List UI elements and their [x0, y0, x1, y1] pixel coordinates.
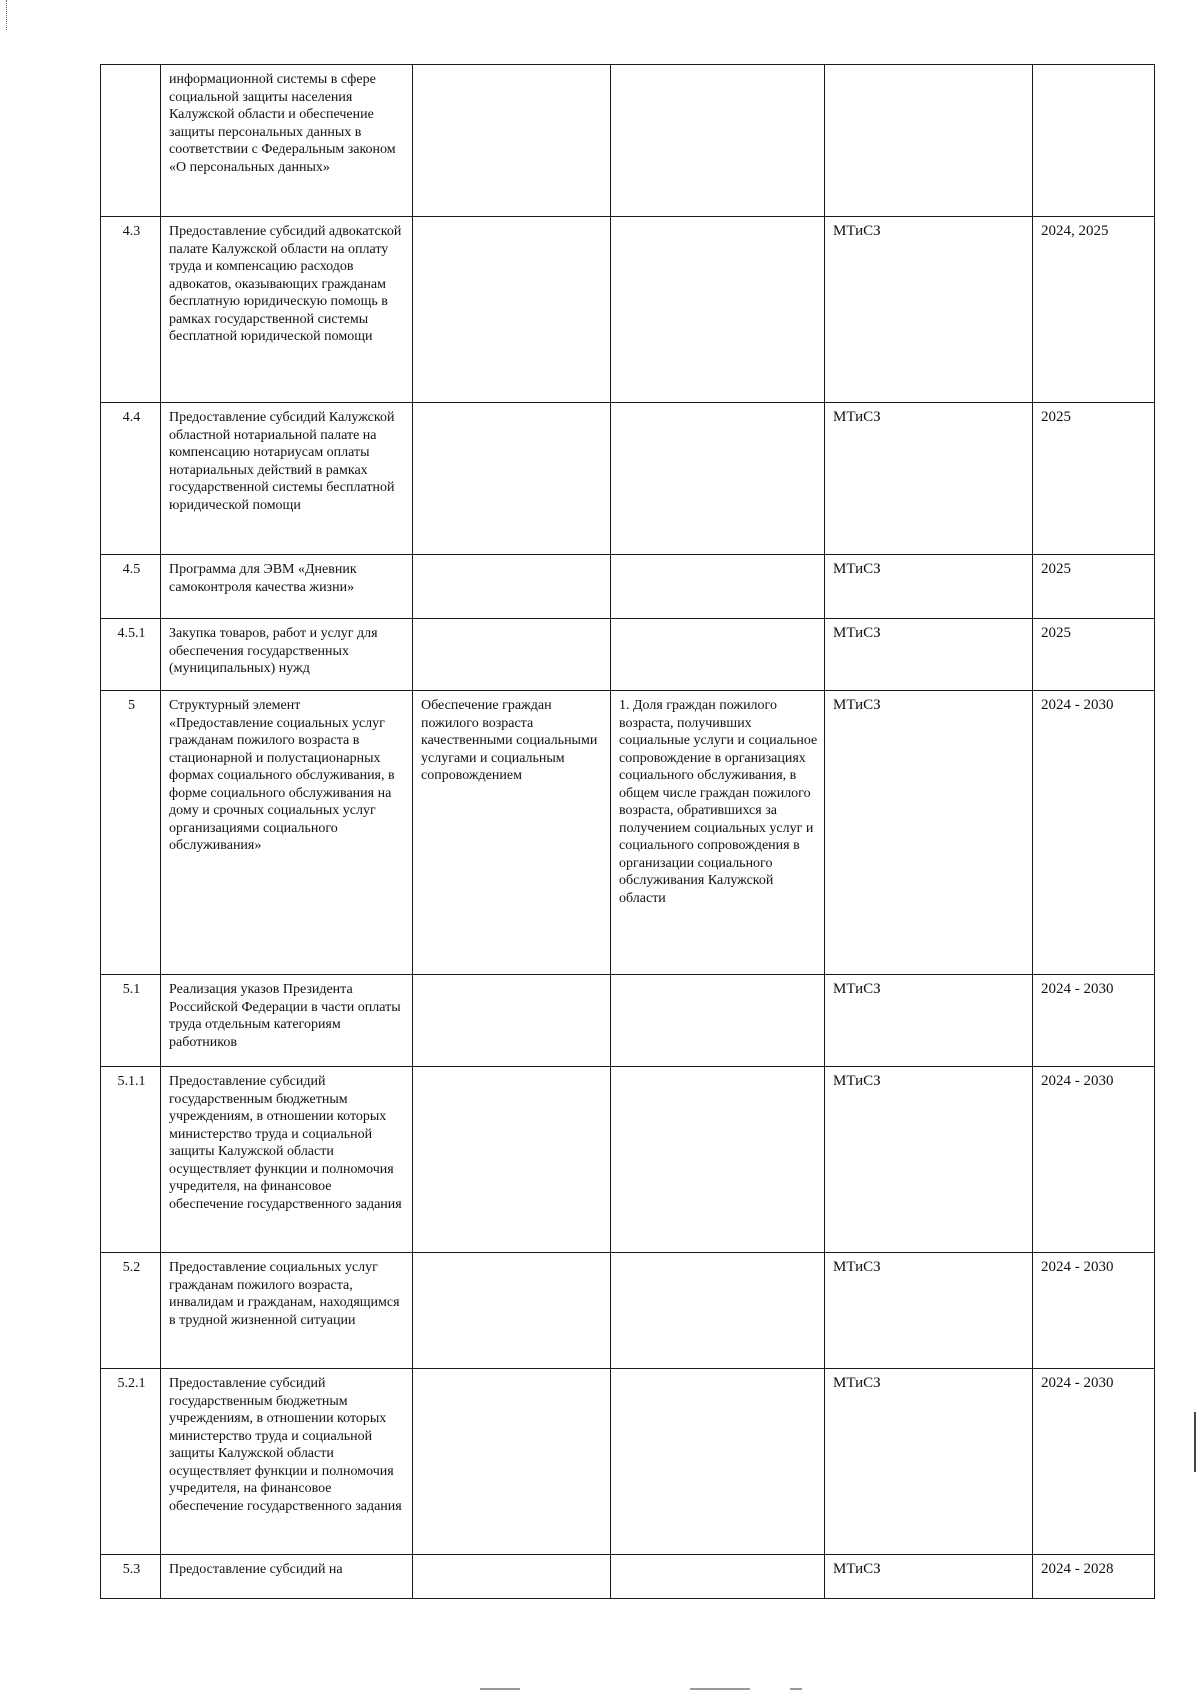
- table-row: [101, 975, 1155, 1067]
- task-cell: [413, 975, 611, 1067]
- responsible-cell: [825, 65, 1033, 217]
- indicator-cell: [611, 1555, 825, 1599]
- row-number: 4.4: [101, 403, 161, 555]
- row-number: 5.1: [101, 975, 161, 1067]
- responsible-cell: МТиСЗ: [825, 1253, 1033, 1369]
- years-cell: 2025: [1033, 403, 1155, 555]
- table-row: [101, 555, 1155, 619]
- task-cell: [413, 1067, 611, 1253]
- years-cell: 2025: [1033, 555, 1155, 619]
- years-cell: 2024 - 2030: [1033, 1369, 1155, 1555]
- responsible-cell: МТиСЗ: [825, 1369, 1033, 1555]
- scan-smudge: [690, 1688, 750, 1690]
- table-row: [101, 691, 1155, 975]
- years-cell: 2024 - 2028: [1033, 1555, 1155, 1599]
- indicator-cell: [611, 65, 825, 217]
- measure-name: Реализация указов Президента Российской Федерации в части оплаты труда отдельным категориям работников: [161, 975, 413, 1067]
- years-cell: 2024 - 2030: [1033, 1067, 1155, 1253]
- task-cell: [413, 1369, 611, 1555]
- table-row: [101, 1253, 1155, 1369]
- row-number: 5.2: [101, 1253, 161, 1369]
- measure-name: Предоставление субсидий адвокатской палате Калужской области на оплату труда и компенсацию расходов адвокатов, оказывающих гражданам бесплатную юридическую помощь в рамках государственной системы бесплатной юридической помощи: [161, 217, 413, 403]
- responsible-cell: МТиСЗ: [825, 403, 1033, 555]
- indicator-cell: [611, 975, 825, 1067]
- row-number: 4.3: [101, 217, 161, 403]
- indicator-cell: [611, 1067, 825, 1253]
- measure-name: Предоставление субсидий Калужской областной нотариальной палате на компенсацию нотариусам оплаты нотариальных действий в рамках государственной системы бесплатной юридической помощи: [161, 403, 413, 555]
- indicator-cell: [611, 619, 825, 691]
- years-cell: 2024 - 2030: [1033, 691, 1155, 975]
- binding-mark: [6, 0, 9, 30]
- indicator-cell: [611, 403, 825, 555]
- table-row: [101, 1067, 1155, 1253]
- indicator-cell: 1. Доля граждан пожилого возраста, получивших социальные услуги и социальное сопровождение в организациях социального обслуживания, в общем числе граждан пожилого возраста, обратившихся за получением социальных услуг и социального сопровождения в организации социального обслуживания Калужской области: [611, 691, 825, 975]
- indicator-cell: [611, 217, 825, 403]
- task-cell: Обеспечение граждан пожилого возраста качественными социальными услугами и социальным сопровождением: [413, 691, 611, 975]
- row-number: 5.1.1: [101, 1067, 161, 1253]
- measure-name: Структурный элемент «Предоставление социальных услуг гражданам пожилого возраста в стационарной и полустационарных формах социального обслуживания, в форме социального обслуживания на дому и срочных социальных услуг организациями социального обслуживания»: [161, 691, 413, 975]
- measure-name: Предоставление субсидий на: [161, 1555, 413, 1599]
- task-cell: [413, 403, 611, 555]
- years-cell: 2024, 2025: [1033, 217, 1155, 403]
- table-row: [101, 217, 1155, 403]
- table-row: [101, 619, 1155, 691]
- responsible-cell: МТиСЗ: [825, 555, 1033, 619]
- task-cell: [413, 217, 611, 403]
- years-cell: 2024 - 2030: [1033, 975, 1155, 1067]
- years-cell: 2024 - 2030: [1033, 1253, 1155, 1369]
- scan-smudge: [790, 1688, 802, 1690]
- measure-name: Программа для ЭВМ «Дневник самоконтроля качества жизни»: [161, 555, 413, 619]
- row-number: 4.5: [101, 555, 161, 619]
- responsible-cell: МТиСЗ: [825, 217, 1033, 403]
- row-number: 5.2.1: [101, 1369, 161, 1555]
- task-cell: [413, 555, 611, 619]
- task-cell: [413, 1253, 611, 1369]
- table-row: [101, 1555, 1155, 1599]
- table-row: [101, 65, 1155, 217]
- responsible-cell: МТиСЗ: [825, 1555, 1033, 1599]
- measure-name: информационной системы в сфере социальной защиты населения Калужской области и обеспечение защиты персональных данных в соответствии с Федеральным законом «О персональных данных»: [161, 65, 413, 217]
- years-cell: [1033, 65, 1155, 217]
- row-number: [101, 65, 161, 217]
- task-cell: [413, 619, 611, 691]
- row-number: 5: [101, 691, 161, 975]
- responsible-cell: МТиСЗ: [825, 619, 1033, 691]
- scan-edge-mark: [1194, 1412, 1196, 1472]
- responsible-cell: МТиСЗ: [825, 975, 1033, 1067]
- row-number: 4.5.1: [101, 619, 161, 691]
- responsible-cell: МТиСЗ: [825, 1067, 1033, 1253]
- table-row: [101, 403, 1155, 555]
- indicator-cell: [611, 1253, 825, 1369]
- indicator-cell: [611, 1369, 825, 1555]
- table-row: [101, 1369, 1155, 1555]
- measure-name: Предоставление социальных услуг гражданам пожилого возраста, инвалидам и гражданам, находящимся в трудной жизненной ситуации: [161, 1253, 413, 1369]
- task-cell: [413, 1555, 611, 1599]
- row-number: 5.3: [101, 1555, 161, 1599]
- responsible-cell: МТиСЗ: [825, 691, 1033, 975]
- indicator-cell: [611, 555, 825, 619]
- measure-name: Предоставление субсидий государственным бюджетным учреждениям, в отношении которых министерство труда и социальной защиты Калужской области осуществляет функции и полномочия учредителя, на финансовое обеспечение государственного задания: [161, 1369, 413, 1555]
- task-cell: [413, 65, 611, 217]
- years-cell: 2025: [1033, 619, 1155, 691]
- measure-name: Предоставление субсидий государственным бюджетным учреждениям, в отношении которых министерство труда и социальной защиты Калужской области осуществляет функции и полномочия учредителя, на финансовое обеспечение государственного задания: [161, 1067, 413, 1253]
- scan-smudge: [480, 1688, 520, 1690]
- measures-table: [100, 64, 1155, 1599]
- measure-name: Закупка товаров, работ и услуг для обеспечения государственных (муниципальных) нужд: [161, 619, 413, 691]
